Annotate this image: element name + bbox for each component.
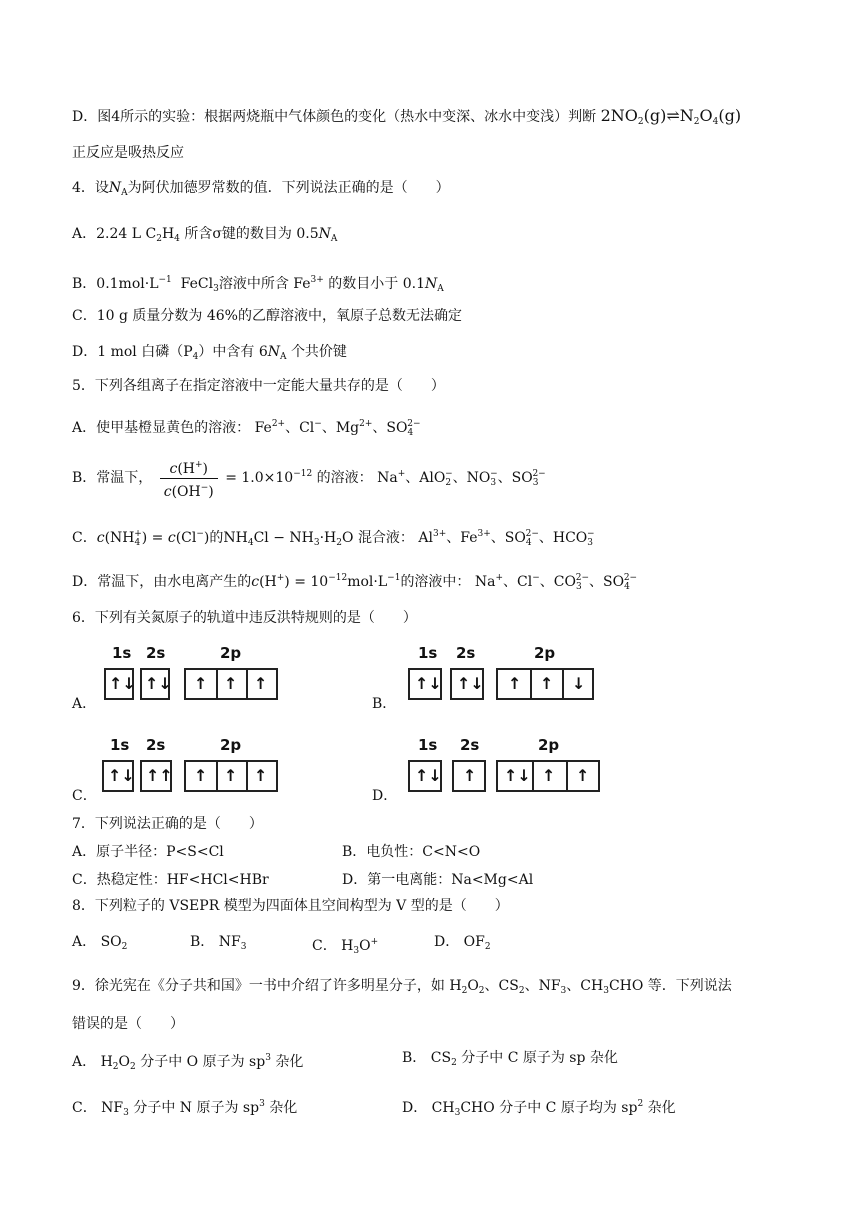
orbital-diagram-a: 1s 2s 2p ↑↓ ↑↓ ↑ ↑ ↑ (100, 644, 280, 704)
orbital-diagram-d: 1s 2s 2p ↑↓ ↑ ↑↓ ↑ ↑ (404, 736, 614, 796)
q6-stem: 6．下列有关氮原子的轨道中违反洪特规则的是（ ） (72, 610, 417, 626)
q7-option-b: B．电负性：C<N<O (342, 844, 481, 860)
q9-stem: 9．徐光宪在《分子共和国》一书中介绍了许多明星分子，如 $H_2O_2$、$CS_2$、$NF_3$、$CH_3CHO$ 等．下列说法 (72, 978, 732, 996)
q7-stem: 7．下列说法正确的是（ ） (72, 816, 263, 832)
q4-option-c: C．10 g 质量分数为 46%的乙醇溶液中，氧原子总数无法确定 (72, 308, 462, 324)
orbital-diagram-b: 1s 2s 2p ↑↓ ↑↓ ↑ ↑ ↓ (404, 644, 594, 704)
q7-option-c: C．热稳定性：HF<HCl<HBr (72, 872, 269, 888)
q4-option-d: D．1 mol 白磷$(P_4)$中含有 $6N_A$ 个共价键 (72, 344, 347, 362)
orbital-diagram-c: 1s 2s 2p ↑↓ ↑↑ ↑ ↑ ↑ (100, 736, 280, 796)
q8-option-b: B． $NF_3$ (190, 934, 247, 952)
q5-option-a: A．使甲基橙显黄色的溶液： $Fe^{2+}$、Cl−、$Mg^{2+}$、$SO_4^{2-}$ (72, 419, 421, 438)
q9-option-d: D． $CH_3CHO$ 分子中 C 原子均为 $sp^2$ 杂化 (402, 1099, 676, 1118)
q3-option-d-cont: 正反应是吸热反应 (72, 145, 184, 161)
q8-option-d: D． $OF_2$ (434, 934, 491, 952)
q4-stem: 4．设$N_A$为阿伏加德罗常数的值．下列说法正确的是（ ） (72, 180, 450, 198)
q9-option-a: A． $H_2O_2$ 分子中 O 原子为 $sp^3$ 杂化 (72, 1053, 304, 1072)
q5-option-d: D．常温下，由水电离产生的$c(H^+) = 10^{-12}mol\cdot L^{-1}$的溶液中： Na+、Cl−、$CO_3^{2-}$、$SO_4^{2-}$ (72, 573, 638, 592)
q6-label-b: B． (372, 696, 397, 712)
q5-option-c: C．$c(NH_4^+) = c(Cl^-)$的$NH_4Cl - NH_3\cdot H_2O$ 混合液： $Al^{3+}$、$Fe^{3+}$、$SO_4^{2-}$、$HCO_3^-$ (72, 529, 595, 548)
q6-label-c: C． (72, 788, 97, 804)
q7-option-d: D．第一电离能：Na<Mg<Al (342, 872, 534, 888)
q5-option-b: B．常温下， $\frac{c(H^+)}{c(OH^-)}$ = $1.0\times 10^{-12}$ 的溶液： Na+、AlO$_2$−、$NO_3^-$、$SO_3^{2-}$ (72, 452, 546, 505)
q4-option-a: A．2.24 L $C_2H_4$ 所含σ键的数目为 $0.5N_A$ (72, 226, 338, 244)
q9-option-b: B． $CS_2$ 分子中 C 原子为 sp 杂化 (402, 1050, 618, 1068)
q3-option-d: D．图4所示的实验：根据两烧瓶中气体颜色的变化（热水中变深、冰水中变浅）判断 $2NO_2(g)\rightleftharpoons N_2O_4(g)$ (72, 106, 742, 127)
q9-stem-cont: 错误的是（ ） (72, 1016, 184, 1032)
q6-label-d: D． (372, 788, 398, 804)
q6-label-a: A． (72, 696, 97, 712)
q8-option-c: C． $H_3O^+$ (312, 937, 379, 956)
q5-stem: 5．下列各组离子在指定溶液中一定能大量共存的是（ ） (72, 378, 445, 394)
q8-stem: 8．下列粒子的 VSEPR 模型为四面体且空间构型为 V 型的是（ ） (72, 898, 509, 914)
q8-option-a: A． $SO_2$ (72, 934, 128, 952)
q7-option-a: A．原子半径：P<S<Cl (72, 844, 224, 860)
q9-option-c: C． $NF_3$ 分子中 N 原子为 $sp^3$ 杂化 (72, 1099, 298, 1118)
q4-option-b: B．$0.1mol\cdot L^{-1}$ FeCl$_3$溶液中所含 $Fe^{3+}$ 的数目小于 $0.1N_A$ (72, 275, 444, 294)
